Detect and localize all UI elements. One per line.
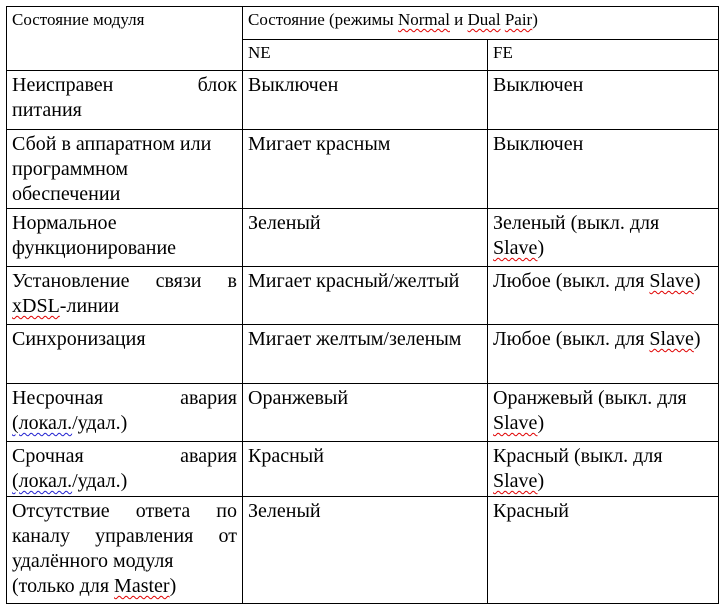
fe-cell [488, 442, 719, 497]
fe-value: Любое (выкл. для [493, 270, 650, 292]
state-cell [7, 384, 243, 442]
fe-cell [488, 130, 719, 209]
state-text: Сбой в аппаратном или программном обеспечении [12, 133, 212, 205]
state-cell [7, 130, 243, 209]
ne-cell [243, 442, 488, 497]
fe-slave-word: Slave [649, 270, 694, 292]
state-master-word: Master [114, 575, 170, 597]
state-text-line: Отсутствие ответа по [12, 500, 237, 522]
ne-value: Мигает желтым/зеленым [248, 328, 462, 350]
state-text-line: питания [12, 99, 82, 121]
fe-cell [488, 325, 719, 384]
state-cell [7, 209, 243, 267]
state-text-line: (только для [12, 575, 115, 597]
table-row [7, 267, 719, 325]
ne-cell [243, 209, 488, 267]
state-text-line: Несрочная авария [12, 387, 237, 409]
table-row [7, 71, 719, 130]
fe-slave-word: Slave [493, 470, 538, 492]
header-normal-word: Normal [397, 10, 450, 29]
ne-cell [243, 267, 488, 325]
header-row [7, 7, 719, 40]
state-text-line: Срочная авария [12, 445, 237, 467]
ne-value: Оранжевый [248, 387, 349, 409]
fe-value: Выключен [493, 133, 584, 155]
header-module-state [7, 7, 243, 71]
state-lokal-word: (локал. [12, 412, 73, 434]
ne-cell [243, 130, 488, 209]
header-state-modes [243, 7, 719, 40]
fe-slave-word: Slave [493, 237, 538, 259]
header-pair-word: Pair [504, 10, 533, 29]
state-lokal-word: (локал. [12, 470, 73, 492]
state-cell [7, 71, 243, 130]
ne-cell [243, 384, 488, 442]
fe-cell [488, 71, 719, 130]
fe-cell [488, 497, 719, 604]
state-text-line: /удал.) [72, 470, 128, 492]
state-text: Нормальное функционирование [12, 212, 177, 259]
header-ne-label: NE [248, 43, 271, 62]
ne-value: Мигает красный/желтый [248, 270, 460, 292]
fe-value: Красный [493, 500, 569, 522]
fe-cell [488, 209, 719, 267]
ne-cell [243, 71, 488, 130]
ne-cell [243, 497, 488, 604]
ne-value: Зеленый [248, 500, 321, 522]
table-row [7, 384, 719, 442]
fe-value: Красный (выкл. для [493, 445, 663, 467]
header-dual-word: Dual [467, 10, 501, 29]
fe-value-suffix: ) [537, 412, 545, 434]
state-text-line: каналу управления от [12, 525, 237, 547]
state-text-line: -линии [59, 295, 120, 317]
table-row [7, 442, 719, 497]
fe-value: Зеленый (выкл. для [493, 212, 660, 234]
state-text-line: Установление связи в [12, 270, 237, 292]
table-row [7, 209, 719, 267]
state-cell [7, 325, 243, 384]
ne-value: Зеленый [248, 212, 321, 234]
ne-value: Мигает красным [248, 133, 391, 155]
header-ne [243, 40, 488, 71]
state-text-suffix: ) [169, 575, 177, 597]
header-fe-label: FE [493, 43, 513, 62]
ne-value: Красный [248, 445, 324, 467]
state-cell [7, 442, 243, 497]
table-row [7, 497, 719, 604]
fe-value: Любое (выкл. для [493, 328, 650, 350]
fe-slave-word: Slave [649, 328, 694, 350]
state-cell [7, 497, 243, 604]
state-text: Синхронизация [12, 328, 146, 350]
fe-value-suffix: ) [693, 328, 701, 350]
state-xdsl-word: xDSL [12, 295, 60, 317]
fe-value: Выключен [493, 74, 584, 96]
header-and-word: и [449, 10, 468, 29]
header-fe [488, 40, 719, 71]
module-status-table [6, 6, 719, 604]
table-row [7, 325, 719, 384]
fe-cell [488, 267, 719, 325]
fe-value-suffix: ) [537, 470, 545, 492]
state-text-line: Неисправен блок [12, 74, 237, 96]
fe-cell [488, 384, 719, 442]
status-table-container [6, 6, 718, 604]
ne-cell [243, 325, 488, 384]
table-row [7, 130, 719, 209]
header-state-suffix: ) [532, 10, 538, 29]
state-cell [7, 267, 243, 325]
header-state-prefix: Состояние (режимы [248, 10, 398, 29]
fe-value-suffix: ) [693, 270, 701, 292]
header-module-state-label: Состояние модуля [12, 10, 145, 29]
fe-value: Оранжевый (выкл. для [493, 387, 687, 409]
ne-value: Выключен [248, 74, 339, 96]
fe-slave-word: Slave [493, 412, 538, 434]
state-text-line: удалённого модуля [12, 550, 174, 572]
fe-value-suffix: ) [537, 237, 545, 259]
state-text-line: /удал.) [72, 412, 128, 434]
